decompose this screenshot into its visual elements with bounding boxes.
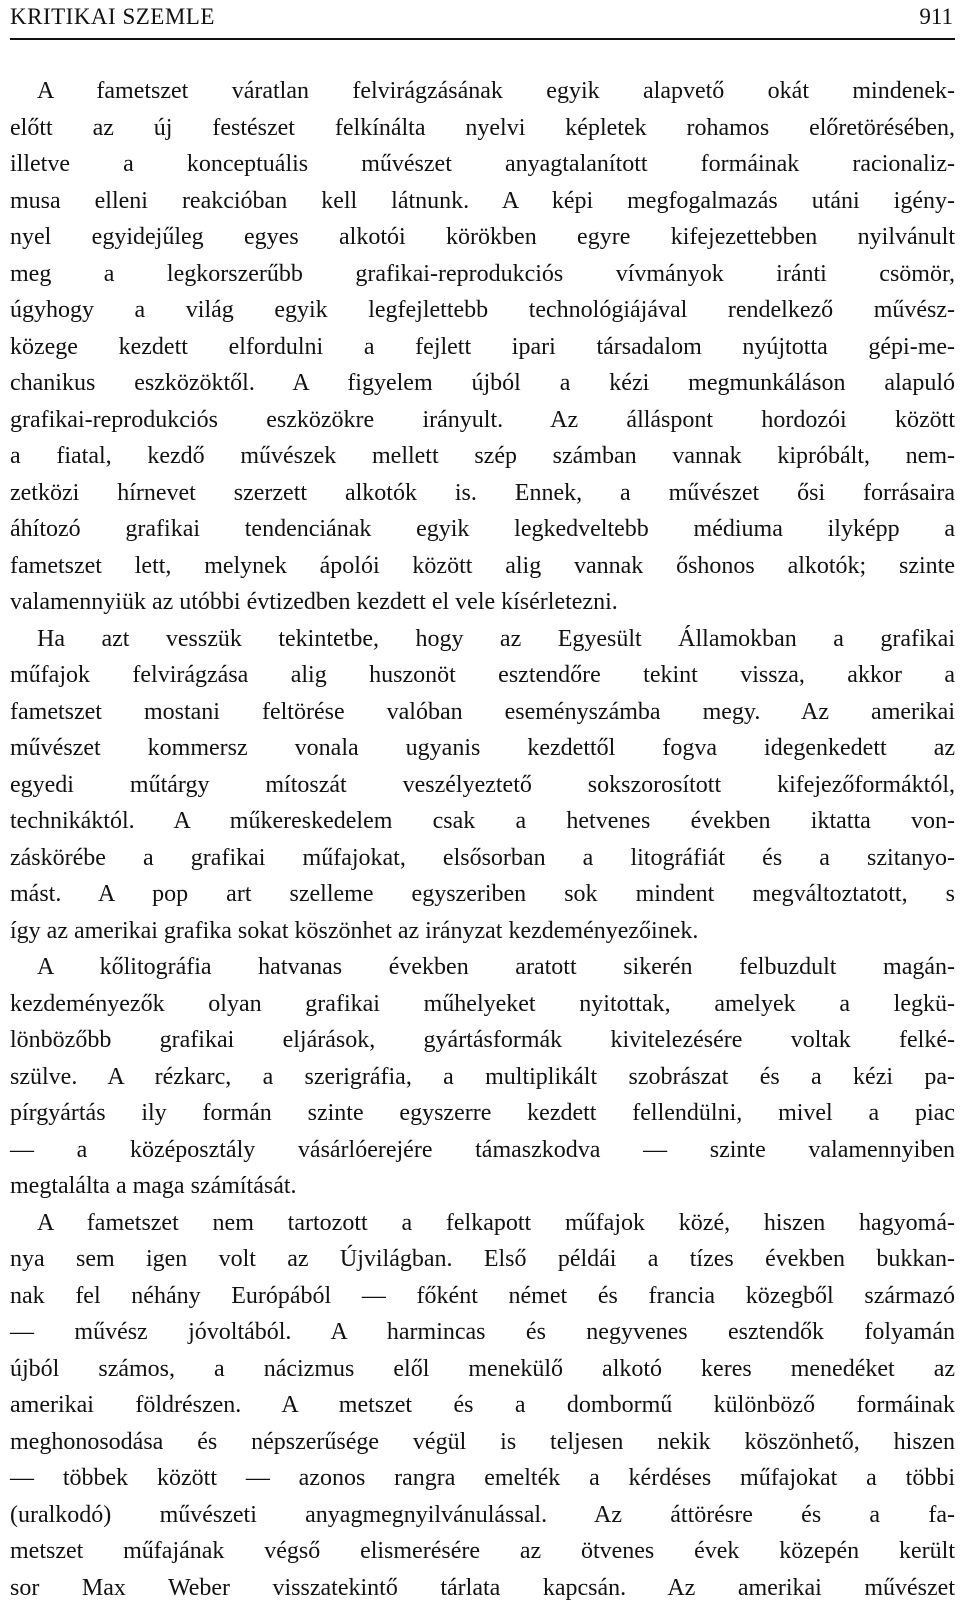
text-line: — többek között — azonos rangra emelték a kérdéses műfajokat a többi [10, 1460, 955, 1497]
paragraph-3 [10, 949, 955, 1205]
text-line: pírgyártás ily formán szinte egyszerre kezdett fellendülni, mivel a piac [10, 1095, 955, 1132]
text-line: előtt az új festészet felkínálta nyelvi képletek rohamos előretörésében, [10, 110, 955, 147]
text-line: kezdeményezők olyan grafikai műhelyeket nyitottak, amelyek a legkü- [10, 986, 955, 1023]
text-line: — a középosztály vásárlóerejére támaszkodva — szinte valamennyiben [10, 1132, 955, 1169]
text-line: fametszet mostani feltörése valóban eseményszámba megy. Az amerikai [10, 694, 955, 731]
text-line: (uralkodó) művészeti anyagmegnyilvánulással. Az áttörésre és a fa- [10, 1497, 955, 1534]
text-line: metszet műfajának végső elismerésére az ötvenes évek közepén került [10, 1533, 955, 1570]
text-line: lönbözőbb grafikai eljárások, gyártásformák kivitelezésére voltak felké- [10, 1022, 955, 1059]
text-line: úgyhogy a világ egyik legfejlettebb technológiájával rendelkező művész- [10, 292, 955, 329]
text-line: közege kezdett elfordulni a fejlett ipari társadalom nyújtotta gépi-me- [10, 329, 955, 366]
text-line: így az amerikai grafika sokat köszönhet az irányzat kezdeményezőinek. [10, 913, 955, 950]
text-line: A fametszet váratlan felvirágzásának egyik alapvető okát mindenek- [10, 73, 955, 110]
text-line: egyedi műtárgy mítoszát veszélyeztető sokszorosított kifejezőformáktól, [10, 767, 955, 804]
text-line: chanikus eszközöktől. A figyelem újból a kézi megmunkáláson alapuló [10, 365, 955, 402]
text-line: újból számos, a nácizmus elől menekülő alkotó keres menedéket az [10, 1351, 955, 1388]
text-line: — művész jóvoltából. A harmincas és negyvenes esztendők folyamán [10, 1314, 955, 1351]
text-line: mást. A pop art szelleme egyszeriben sok mindent megváltoztatott, s [10, 876, 955, 913]
text-line: nya sem igen volt az Újvilágban. Első példái a tízes években bukkan- [10, 1241, 955, 1278]
text-line: zetközi hírnevet szerzett alkotók is. Ennek, a művészet ősi forrásaira [10, 475, 955, 512]
text-line: technikáktól. A műkereskedelem csak a hetvenes években iktatta von- [10, 803, 955, 840]
page-number: 911 [919, 2, 953, 32]
paragraph-1 [10, 73, 955, 621]
page-header [10, 0, 955, 40]
document-page [10, 0, 955, 1512]
running-head: KRITIKAI SZEMLE [10, 2, 215, 32]
text-line: amerikai földrészen. A metszet és a dombormű különböző formáinak [10, 1387, 955, 1424]
text-line: nak fel néhány Európából — főként német és francia közegből származó [10, 1278, 955, 1315]
text-line: grafikai-reprodukciós eszközökre irányult. Az álláspont hordozói között [10, 402, 955, 439]
text-line: nyel egyidejűleg egyes alkotói körökben egyre kifejezettebben nyilvánult [10, 219, 955, 256]
text-line: áhítozó grafikai tendenciának egyik legkedveltebb médiuma ilyképp a [10, 511, 955, 548]
text-line: musa elleni reakcióban kell látnunk. A képi megfogalmazás utáni igény- [10, 183, 955, 220]
text-line: meg a legkorszerűbb grafikai-reprodukciós vívmányok iránti csömör, [10, 256, 955, 293]
text-line: szülve. A rézkarc, a szerigráfia, a multiplikált szobrászat és a kézi pa- [10, 1059, 955, 1096]
paragraph-2 [10, 621, 955, 950]
text-line: A fametszet nem tartozott a felkapott műfajok közé, hiszen hagyomá- [10, 1205, 955, 1242]
paragraph-4 [10, 1205, 955, 1606]
text-line: meghonosodása és népszerűsége végül is teljesen nekik köszönhető, hiszen [10, 1424, 955, 1461]
text-line: megtalálta a maga számítását. [10, 1168, 955, 1205]
text-line: sor Max Weber visszatekintő tárlata kapcsán. Az amerikai művészet [10, 1570, 955, 1606]
text-line: illetve a konceptuális művészet anyagtalanított formáinak racionaliz- [10, 146, 955, 183]
text-line: művészet kommersz vonala ugyanis kezdettől fogva idegenkedett az [10, 730, 955, 767]
text-line: valamennyiük az utóbbi évtizedben kezdett el vele kísérletezni. [10, 584, 955, 621]
text-line: záskörébe a grafikai műfajokat, elsősorban a litográfiát és a szitanyo- [10, 840, 955, 877]
text-line: műfajok felvirágzása alig huszonöt esztendőre tekint vissza, akkor a [10, 657, 955, 694]
text-line: Ha azt vesszük tekintetbe, hogy az Egyesült Államokban a grafikai [10, 621, 955, 658]
article-body [10, 73, 955, 1606]
text-line: fametszet lett, melynek ápolói között alig vannak őshonos alkotók; szinte [10, 548, 955, 585]
text-line: A kőlitográfia hatvanas években aratott sikerén felbuzdult magán- [10, 949, 955, 986]
text-line: a fiatal, kezdő művészek mellett szép számban vannak kipróbált, nem- [10, 438, 955, 475]
